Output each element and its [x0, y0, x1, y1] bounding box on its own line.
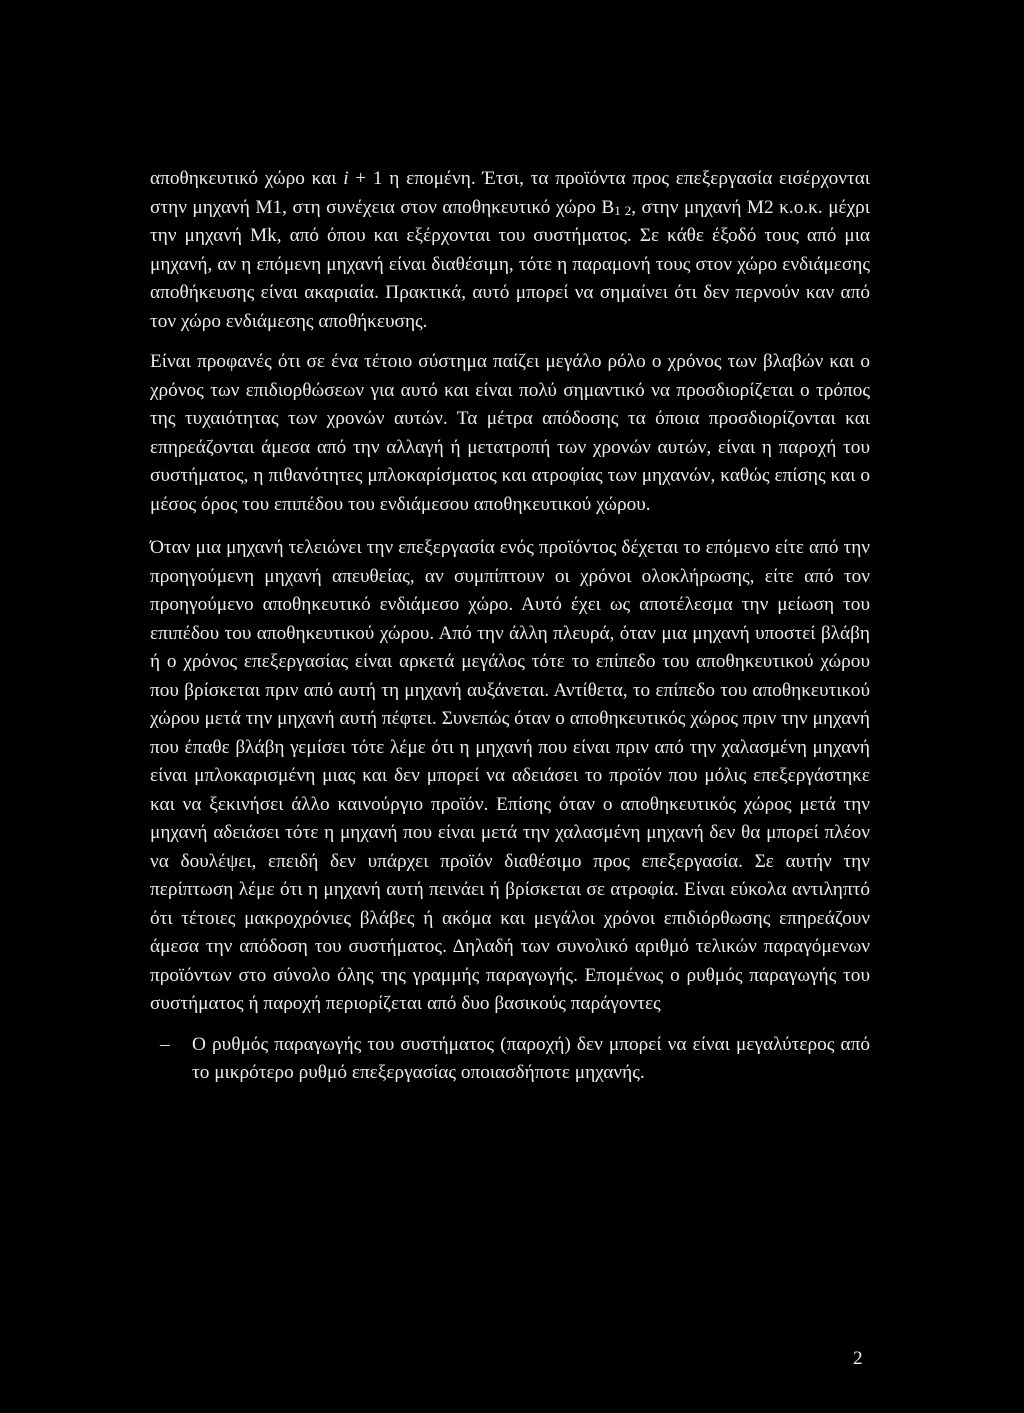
paragraph-2: Είναι προφανές ότι σε ένα τέτοιο σύστημα παίζει μεγάλο ρόλο ο χρόνος των βλαβών και ο χρόνος των επιδιορθώσεων για αυτό και είναι πολύ σημαντικό να προσδιορίζεται ο τρόπος της τυχαιότητας των χρονών αυτών. Τα μέτρα απόδοσης τα όποια προσδιορίζονται και επηρεάζονται άμεσα από την αλλαγή ή μετατροπή των χρονών αυτών, είναι η παροχή του συστήματος, η πιθανότητες μπλοκαρίσματος και ατροφίας των μηχανών, καθώς επίσης και ο μέσος όρος του επιπέδου του ενδιάμεσου αποθηκευτικού χώρου.: [150, 351, 870, 515]
paragraph-1-part1: αποθηκευτικό χώρο και: [150, 168, 344, 189]
variable-i: i: [343, 168, 349, 189]
bullet-item: [150, 1031, 870, 1088]
paragraph-1: [150, 165, 870, 336]
bullet-marker: –: [160, 1033, 170, 1055]
document-page: [150, 165, 870, 1088]
paragraph-3: Όταν μια μηχανή τελειώνει την επεξεργασία ενός προϊόντος δέχεται το επόμενο είτε από την προηγούμενη μηχανή απευθείας, αν συμπίπτουν οι χρόνοι ολοκλήρωσης, είτε από τον προηγούμενο αποθηκευτικό ενδιάμεσο χώρο. Αυτό έχει ως αποτέλεσμα την μείωση του επιπέδου του αποθηκευτικού χώρου. Από την άλλη πλευρά, όταν μια μηχανή υποστεί βλάβη ή ο χρόνος επεξεργασίας είναι αρκετά μεγάλος τότε το επίπεδο του αποθηκευτικού χώρου που βρίσκεται πριν από αυτή τη μηχανή αυξάνεται. Αντίθετα, το επίπεδο του αποθηκευτικού χώρου μετά την μηχανή αυτή πέφτει. Συνεπώς όταν ο αποθηκευτικός χώρος πριν την μηχανή που έπαθε βλάβη γεμίσει τότε λέμε ότι η μηχανή που είναι πριν από την χαλασμένη μηχανή είναι μπλοκαρισμένη μιας και δεν μπορεί να αδειάσει το προϊόν που μόλις επεξεργάστηκε και να ξεκινήσει άλλο καινούργιο προϊόν. Επίσης όταν ο αποθηκευτικός χώρος μετά την μηχανή αδειάσει τότε η μηχανή που είναι μετά την χαλασμένη μηχανή δεν θα μπορεί πλέον να δουλέψει, επειδή δεν υπάρχει προϊόν διαθέσιμο προς επεξεργασία. Σε αυτήν την περίπτωση λέμε ότι η μηχανή αυτή πεινάει ή βρίσκεται σε ατροφία. Είναι εύκολα αντιληπτό ότι τέτοιες μακροχρόνιες βλάβες ή ακόμα και μεγάλοι χρόνοι επιδιόρθωσης επηρεάζουν άμεσα την απόδοση του συστήματος. Δηλαδή των συνολικό αριθμό τελικών παραγόμενων προϊόντων στο σύνολο όλης της γραμμής παραγωγής. Επομένως ο ρυθμός παραγωγής του συστήματος ή παροχή περιορίζεται από δυο βασικούς παράγοντες: [150, 537, 870, 1014]
paragraph-1-part3: , στην μηχανή Μ2 κ.ο.κ. μέχρι την μηχανή Mk, από όπου και εξέρχονται του συστήματος. Σε κάθε έξοδό τους από μια μηχανή, αν η επόμενη μηχανή είναι διαθέσιμη, τότε η παραμονή τους στον χώρο ενδιάμεσης αποθήκευσης είναι ακαριαία. Πρακτικά, αυτό μπορεί να σημαίνει ότι δεν περνούν καν από τον χώρο ενδιάμεσης αποθήκευσης.: [150, 196, 870, 332]
subscript-12: 1 2: [614, 202, 632, 218]
page-number: 2: [853, 1348, 863, 1369]
bullet-text: Ο ρυθμός παραγωγής του συστήματος (παροχή) δεν μπορεί να είναι μεγαλύτερος από το μικρότερο ρυθμό επεξεργασίας οποιασδήποτε μηχανής.: [192, 1033, 870, 1083]
paragraph-1-part2: + 1 η επομένη. Έτσι, τα προϊόντα προς επεξεργασία εισέρχονται στην μηχανή Μ1, στη συνέχεια στον αποθηκευτικό χώρο Β: [150, 168, 870, 218]
